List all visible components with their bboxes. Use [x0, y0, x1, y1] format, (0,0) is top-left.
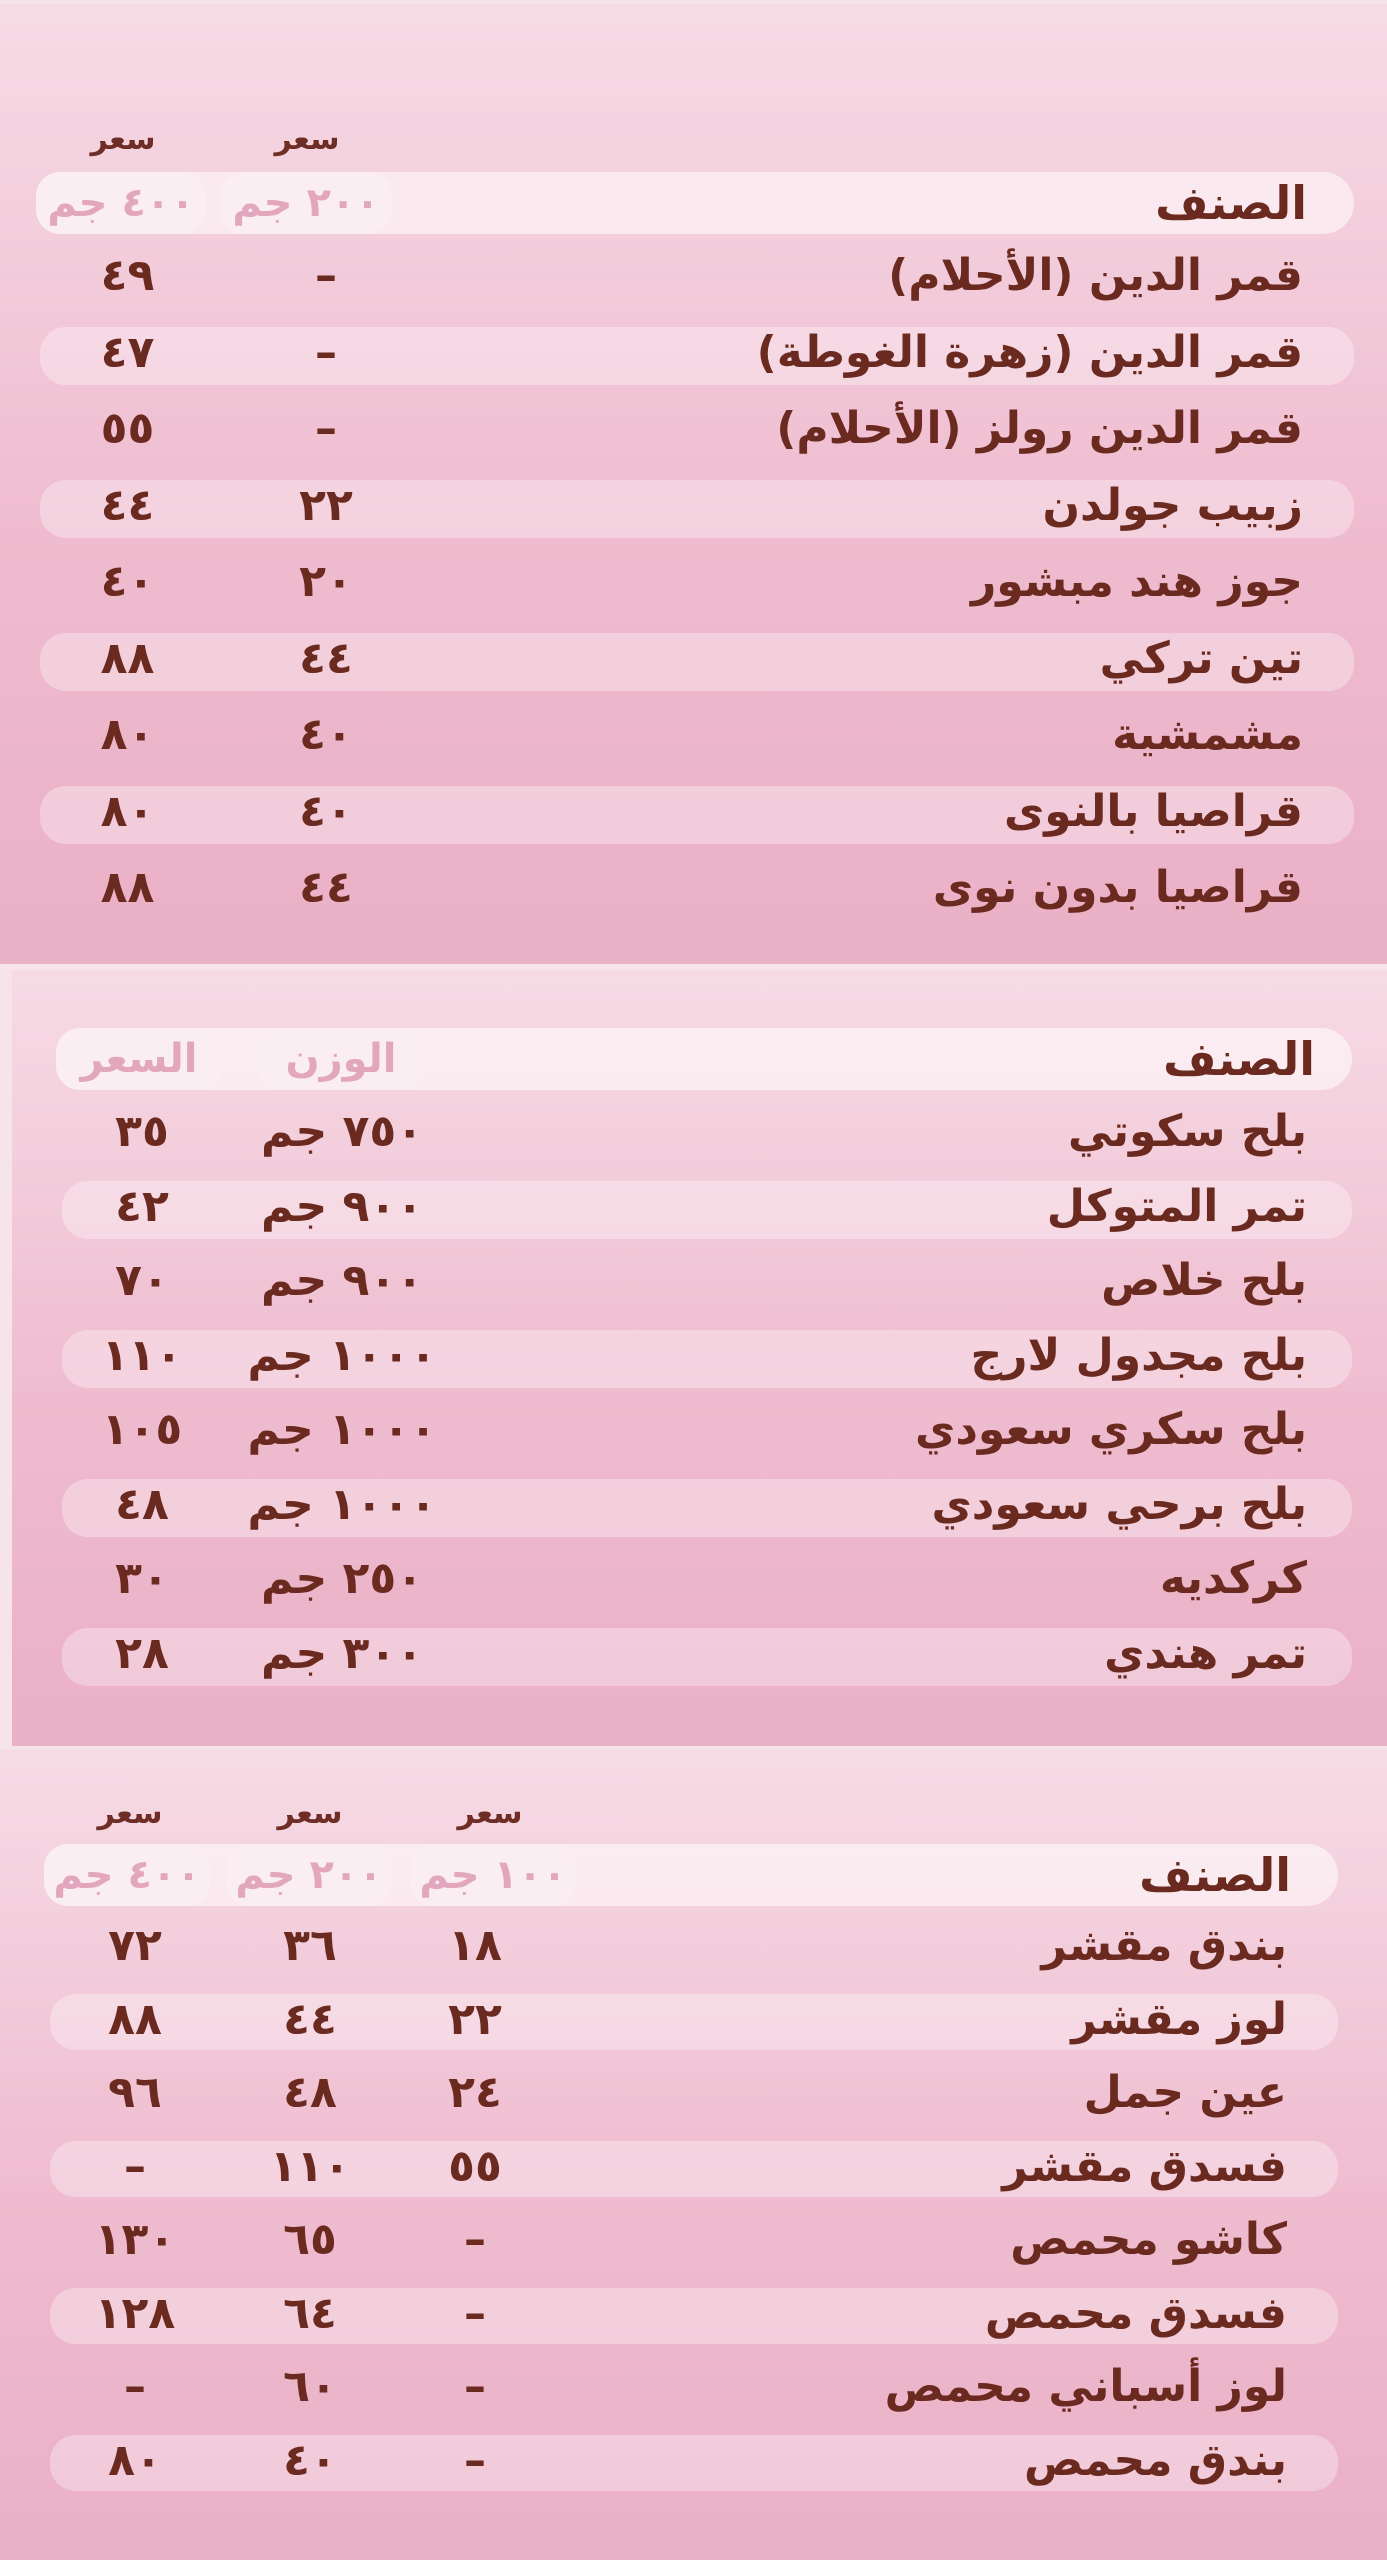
price-400g: ٤٩: [100, 250, 155, 301]
price-100g: –: [464, 2214, 486, 2265]
price-200g: ٢٠: [299, 556, 353, 607]
item-name: تمر المتوكل: [1046, 1181, 1307, 1232]
item-weight: ٣٠٠ جم: [260, 1628, 424, 1679]
price-400g: ٨٠: [108, 2435, 162, 2486]
item-name: قمر الدين رولز (الأحلام): [776, 403, 1303, 454]
item-name: بلح مجدول لارج: [970, 1330, 1307, 1381]
item-name: لوز أسباني محمص: [884, 2361, 1287, 2412]
item-weight: ٩٠٠ جم: [260, 1181, 424, 1232]
col-400-weight-pill: ٤٠٠ جم: [44, 1844, 210, 1906]
price-100g: –: [464, 2435, 486, 2486]
price-400g: ٨٨: [100, 633, 155, 684]
item-name: كركديه: [1159, 1553, 1307, 1604]
price-400g: ٨٨: [108, 1994, 162, 2045]
price-400g: ٤٠: [100, 556, 155, 607]
price-200g: –: [315, 250, 337, 301]
item-name: بندق محمص: [1023, 2435, 1287, 2486]
item-name: بلح سكري سعودي: [915, 1404, 1307, 1455]
col-100-weight-pill: ١٠٠ جم: [410, 1844, 576, 1906]
item-name: لوز مقشر: [1071, 1994, 1287, 2045]
price-200g: –: [315, 327, 337, 378]
price-400g: ٥٥: [100, 403, 155, 454]
dried-fruits-section: [0, 4, 1387, 964]
price-400g: ٨٠: [100, 709, 155, 760]
col-200-label: سعر: [277, 1796, 343, 1831]
price-200g: ١١٠: [269, 2141, 351, 2192]
col-200-label: سعر: [274, 122, 340, 157]
price-400g: ٤٧: [100, 327, 155, 378]
item-name: فسدق مقشر: [1002, 2141, 1287, 2192]
price-100g: ١٨: [448, 1920, 502, 1971]
col-400-label: سعر: [90, 122, 156, 157]
item-name: قمر الدين (زهرة الغوطة): [756, 327, 1303, 378]
price-200g: ٦٥: [283, 2214, 337, 2265]
price-100g: –: [464, 2361, 486, 2412]
item-weight: ١٠٠٠ جم: [247, 1404, 437, 1455]
item-price: ٣٥: [115, 1106, 169, 1157]
price-200g: ٤٠: [283, 2435, 337, 2486]
price-200g: ٤٠: [299, 786, 353, 837]
item-name: قراصيا بدون نوى: [932, 862, 1303, 913]
nuts-section: [0, 1750, 1387, 2560]
price-200g: ٢٢: [299, 480, 353, 531]
col-200-weight-pill: ٢٠٠ جم: [220, 172, 392, 234]
price-200g: ٤٤: [299, 862, 353, 913]
price-header-pill: السعر: [56, 1028, 222, 1090]
price-200g: ٤٨: [283, 2067, 337, 2118]
price-400g: ٤٤: [100, 480, 155, 531]
price-400g: ٨٨: [100, 862, 155, 913]
item-name: بلح برحي سعودي: [931, 1479, 1307, 1530]
price-400g: –: [124, 2141, 146, 2192]
price-100g: ٢٤: [448, 2067, 502, 2118]
item-name: قراصيا بالنوى: [1003, 786, 1303, 837]
item-name: مشمشية: [1112, 709, 1303, 760]
price-200g: ٤٤: [299, 633, 353, 684]
item-name: زبيب جولدن: [1042, 480, 1303, 531]
item-name: تين تركي: [1099, 633, 1303, 684]
dates-section: [12, 970, 1387, 1746]
item-name: بلح خلاص: [1101, 1255, 1307, 1306]
price-200g: ٤٤: [283, 1994, 337, 2045]
item-column-header: الصنف: [1155, 176, 1307, 230]
item-column-header: الصنف: [1139, 1848, 1291, 1902]
item-price: ١٠٥: [101, 1404, 183, 1455]
col-100-label: سعر: [457, 1796, 523, 1831]
item-name: بلح سكوتي: [1068, 1106, 1307, 1157]
item-name: عين جمل: [1083, 2067, 1287, 2118]
price-200g: ٦٤: [283, 2288, 337, 2339]
item-name: تمر هندي: [1104, 1628, 1307, 1679]
col-200-weight-pill: ٢٠٠ جم: [226, 1844, 392, 1906]
item-weight: ٢٥٠ جم: [260, 1553, 424, 1604]
item-price: ٢٨: [115, 1628, 169, 1679]
price-400g: ٧٢: [108, 1920, 162, 1971]
item-price: ٧٠: [115, 1255, 169, 1306]
item-name: قمر الدين (الأحلام): [888, 250, 1303, 301]
price-400g: ١٢٨: [94, 2288, 176, 2339]
item-price: ٤٨: [115, 1479, 169, 1530]
item-name: بندق مقشر: [1041, 1920, 1287, 1971]
item-name: كاشو محمص: [1010, 2214, 1287, 2265]
item-name: فسدق محمص: [984, 2288, 1287, 2339]
price-200g: ٤٠: [299, 709, 353, 760]
col-400-label: سعر: [97, 1796, 163, 1831]
item-weight: ١٠٠٠ جم: [247, 1479, 437, 1530]
price-400g: –: [124, 2361, 146, 2412]
price-200g: ٦٠: [283, 2361, 337, 2412]
item-price: ٤٢: [115, 1181, 169, 1232]
item-column-header: الصنف: [1163, 1032, 1315, 1086]
price-400g: ١٣٠: [94, 2214, 176, 2265]
header-strip: [56, 1028, 1352, 1090]
price-100g: ٢٢: [448, 1994, 502, 2045]
item-weight: ١٠٠٠ جم: [247, 1330, 437, 1381]
item-price: ١١٠: [101, 1330, 183, 1381]
price-100g: –: [464, 2288, 486, 2339]
item-name: جوز هند مبشور: [970, 556, 1303, 607]
price-400g: ٩٦: [108, 2067, 162, 2118]
item-weight: ٧٥٠ جم: [260, 1106, 424, 1157]
price-200g: –: [315, 403, 337, 454]
price-100g: ٥٥: [448, 2141, 502, 2192]
price-400g: ٨٠: [100, 786, 155, 837]
item-weight: ٩٠٠ جم: [260, 1255, 424, 1306]
item-price: ٣٠: [115, 1553, 169, 1604]
weight-header-pill: الوزن: [256, 1028, 426, 1090]
price-200g: ٣٦: [283, 1920, 337, 1971]
col-400-weight-pill: ٤٠٠ جم: [36, 172, 206, 234]
